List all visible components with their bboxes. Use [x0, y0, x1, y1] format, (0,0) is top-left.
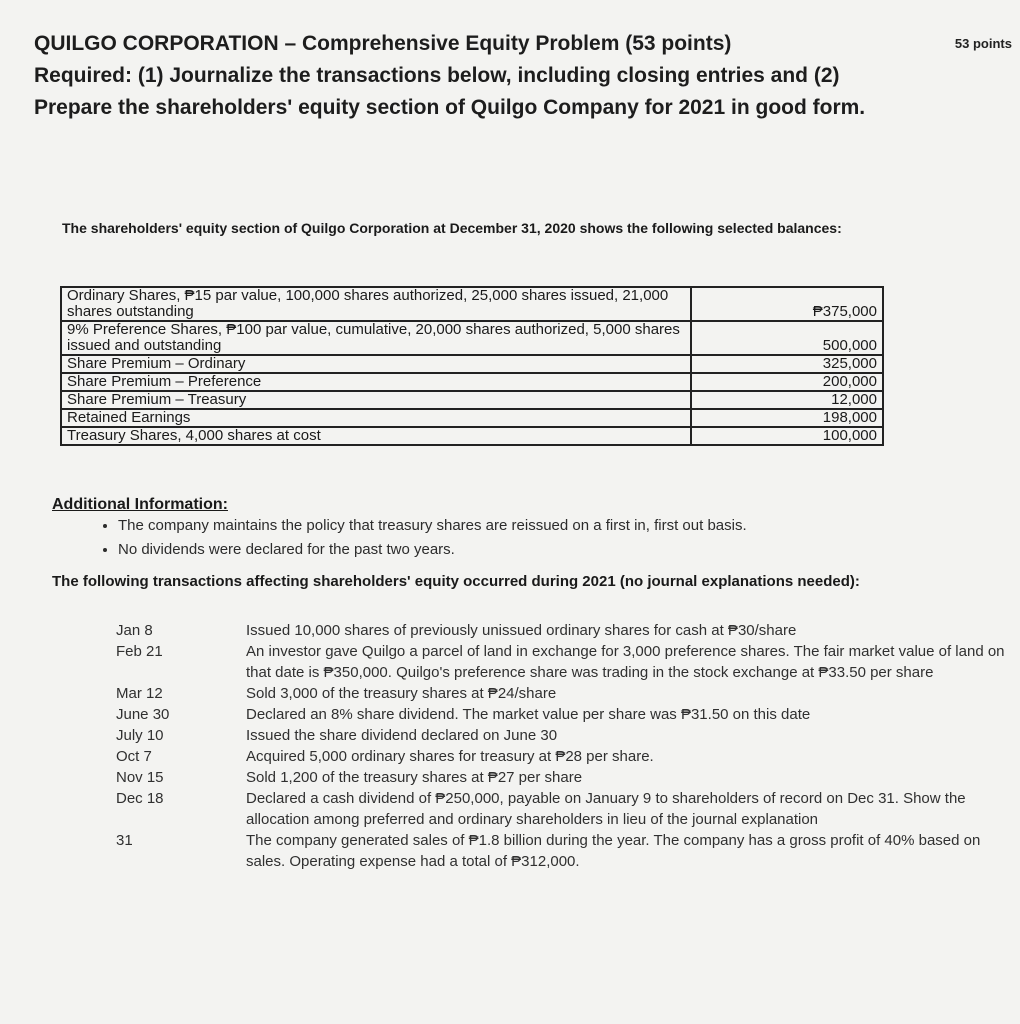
- balance-label: Share Premium – Treasury: [61, 391, 691, 409]
- transaction-text: The company generated sales of ₱1.8 billion during the year. The company has a gross profit of 40% based on sales. Operating expense had a total of ₱312,000.: [246, 832, 981, 870]
- balance-label: Ordinary Shares, ₱15 par value, 100,000 shares authorized, 25,000 shares issued, 21,000 shares outstanding: [61, 287, 691, 321]
- balance-amount: 198,000: [691, 409, 883, 427]
- transaction-text: An investor gave Quilgo a parcel of land in exchange for 3,000 preference shares. The fair market value of land on that date is ₱350,000. Quilgo's preference share was trading in the stock exchange at ₱33.50 per share: [246, 643, 1005, 681]
- list-item: • The company maintains the policy that treasury shares are reissued on a first in, first out basis.: [118, 514, 747, 538]
- transaction-text: Sold 1,200 of the treasury shares at ₱27 per share: [246, 769, 583, 786]
- table-row: [61, 355, 883, 373]
- transaction-row: [116, 620, 1016, 641]
- transaction-text: Issued 10,000 shares of previously unissued ordinary shares for cash at ₱30/share: [246, 622, 797, 639]
- transaction-row: [116, 767, 1016, 788]
- table-row: [61, 409, 883, 427]
- intro-text: The shareholders' equity section of Quilgo Corporation at December 31, 2020 shows the following selected balances:: [62, 220, 842, 236]
- table-row: [61, 427, 883, 445]
- transaction-text: Declared a cash dividend of ₱250,000, payable on January 9 to shareholders of record on Dec 31. Show the allocation among preferred and ordinary shareholders in lieu of the journal explanation: [246, 790, 966, 828]
- balance-label: Share Premium – Ordinary: [61, 355, 691, 373]
- table-row: [61, 287, 883, 321]
- balances-table: [60, 286, 884, 446]
- problem-header: [34, 28, 914, 124]
- transaction-date: Dec 18: [116, 790, 164, 807]
- transaction-date: Nov 15: [116, 769, 164, 786]
- transactions-list: [116, 620, 1016, 872]
- balance-amount: 325,000: [691, 355, 883, 373]
- transaction-text: Acquired 5,000 ordinary shares for treasury at ₱28 per share.: [246, 748, 654, 765]
- transaction-date: Mar 12: [116, 685, 163, 702]
- transaction-row: [116, 704, 1016, 725]
- list-item: • No dividends were declared for the past two years.: [118, 538, 747, 562]
- balance-amount: 500,000: [691, 321, 883, 355]
- transaction-date: 31: [116, 832, 133, 849]
- balance-label: Treasury Shares, 4,000 shares at cost: [61, 427, 691, 445]
- transaction-row: [116, 830, 1016, 872]
- transaction-row: [116, 683, 1016, 704]
- transaction-row: [116, 788, 1016, 830]
- balance-amount: 200,000: [691, 373, 883, 391]
- table-row: [61, 321, 883, 355]
- transaction-text: Issued the share dividend declared on June 30: [246, 727, 558, 744]
- balance-label: 9% Preference Shares, ₱100 par value, cumulative, 20,000 shares authorized, 5,000 shares issued and outstanding: [61, 321, 691, 355]
- transaction-row: [116, 746, 1016, 767]
- balance-amount: 12,000: [691, 391, 883, 409]
- problem-title: QUILGO CORPORATION – Comprehensive Equity Problem (53 points): [34, 32, 732, 55]
- table-row: [61, 373, 883, 391]
- balance-amount: ₱375,000: [691, 287, 883, 321]
- requirements-text: Required: (1) Journalize the transactions below, including closing entries and (2) Prepare the shareholders' equity section of Quilgo Company for 2021 in good form.: [34, 64, 866, 119]
- table-row: [61, 391, 883, 409]
- transaction-date: Jan 8: [116, 622, 153, 639]
- additional-info-list: [88, 514, 747, 562]
- points-label: 53 points: [954, 36, 1012, 51]
- transaction-row: [116, 641, 1016, 683]
- balance-label: Retained Earnings: [61, 409, 691, 427]
- balance-amount: 100,000: [691, 427, 883, 445]
- transaction-date: Oct 7: [116, 748, 152, 765]
- transaction-date: Feb 21: [116, 643, 163, 660]
- balance-label: Share Premium – Preference: [61, 373, 691, 391]
- transaction-text: Sold 3,000 of the treasury shares at ₱24/share: [246, 685, 557, 702]
- additional-info-heading: Additional Information:: [52, 496, 228, 513]
- transactions-heading: The following transactions affecting shareholders' equity occurred during 2021 (no journal explanations needed):: [52, 573, 860, 590]
- transaction-date: July 10: [116, 727, 164, 744]
- transaction-date: June 30: [116, 706, 170, 723]
- transaction-row: [116, 725, 1016, 746]
- transaction-text: Declared an 8% share dividend. The market value per share was ₱31.50 on this date: [246, 706, 811, 723]
